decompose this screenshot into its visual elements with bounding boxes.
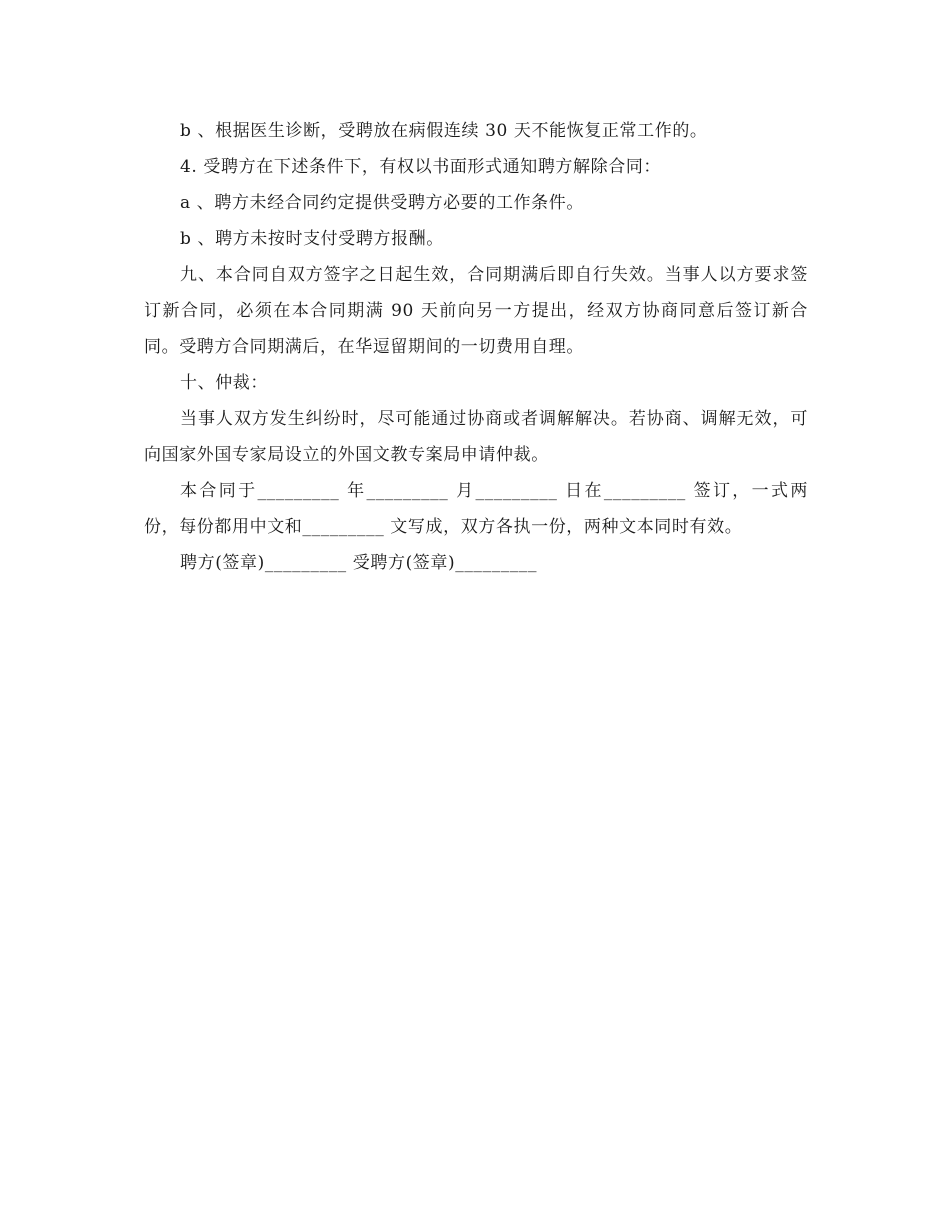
clause-4-employee-termination: 4. 受聘方在下述条件下，有权以书面形式通知聘方解除合同： — [180, 157, 662, 177]
signing-details: 本合同于_________ 年_________ 月_________ 日在_________ 签订，一式两份，每份都用中文和_________ 文写成，双方各执一份，两种文本同时有效。 — [144, 481, 808, 537]
clause-a-work-conditions: a 、聘方未经合同约定提供受聘方必要的工作条件。 — [180, 193, 584, 213]
clause-b-sick-leave: b 、根据医生诊断，受聘放在病假连续 30 天不能恢复正常工作的。 — [180, 121, 708, 141]
clause-b-payment: b 、聘方未按时支付受聘方报酬。 — [180, 229, 444, 249]
arbitration-text: 当事人双方发生纠纷时，尽可能通过协商或者调解解决。若协商、调解无效，可向国家外国专家局设立的外国文教专案局申请仲裁。 — [144, 409, 808, 465]
signature-line: 聘方(签章)_________ 受聘方(签章)_________ — [180, 553, 538, 573]
clause-9-effective-date: 九、本合同自双方签字之日起生效，合同期满后即自行失效。当事人以方要求签订新合同，必须在本合同期满 90 天前向另一方提出，经双方协商同意后签订新合同。受聘方合同期满后，在华逗留期间的一切费用自理。 — [144, 265, 808, 357]
document-body — [144, 113, 808, 581]
clause-10-arbitration-heading: 十、仲裁： — [180, 373, 268, 393]
